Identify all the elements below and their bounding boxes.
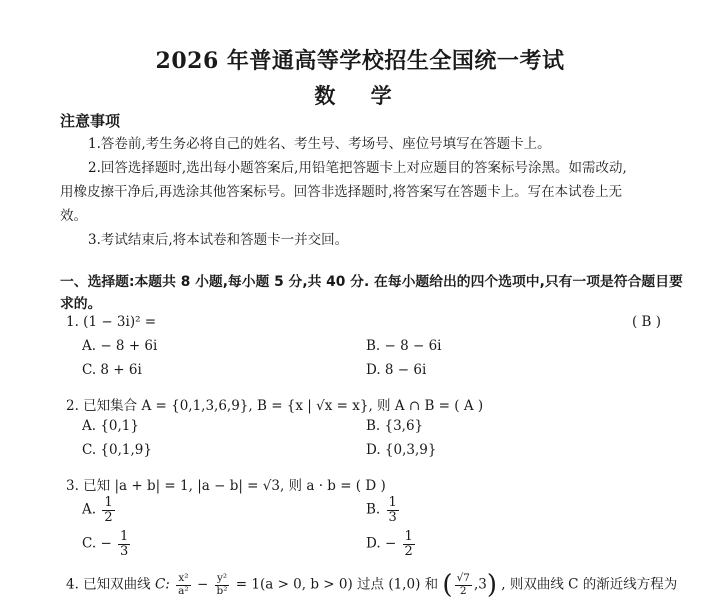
subject-title: 数 学 [314, 83, 406, 108]
question-2-option-d: D. {0,3,9} [366, 442, 437, 458]
question-3-option-d: D. − $\frac{1}{2}$ [366, 529, 413, 559]
question-2-stem: 2. 已知集合 A = {0,1,3,6,9}, B = {x | √x = x}, 则 A ∩ B = ( A ) [66, 398, 484, 414]
question-1-option-c: C. 8 + 6i [82, 362, 142, 378]
section-instructions-cont: 求的。 [60, 296, 102, 312]
question-3-option-b: B. $\frac{1}{3}$ [366, 495, 397, 525]
notice-item-1: 1.答卷前,考生务必将自己的姓名、考生号、考场号、座位号填写在答题卡上。 [88, 136, 551, 152]
fraction: $\frac{1}{2}$ [104, 495, 113, 525]
notice-heading: 注意事项 [60, 112, 121, 130]
fraction: $\frac{1}{3}$ [388, 495, 397, 525]
notice-item-2-end: 效。 [60, 208, 87, 224]
notice-item-2: 2.回答选择题时,选出每小题答案后,用铅笔把答题卡上对应题目的答案标号涂黑。如需改动, [88, 160, 627, 176]
notice-item-3: 3.考试结束后,将本试卷和答题卡一并交回。 [88, 232, 349, 248]
question-1-option-b: B. − 8 − 6i [366, 338, 442, 354]
question-1-option-d: D. 8 − 6i [366, 362, 427, 378]
right-paren: ) [486, 570, 497, 600]
fraction: $\frac{1}{3}$ [120, 529, 129, 559]
notice-item-2-cont: 用橡皮擦干净后,再选涂其他答案标号。回答非选择题时,将答案写在答题卡上。写在本试卷上无 [60, 184, 623, 200]
fraction-point: $\frac{√7}{2}$ [456, 572, 470, 597]
question-3-option-c: C. − $\frac{1}{3}$ [82, 529, 129, 559]
question-1-option-a: A. − 8 + 6i [82, 338, 158, 354]
fraction-x-over-a: $\frac{\text{x²}}{\text{a²}}$ [178, 572, 189, 597]
question-1-stem: 1. (1 − 3i)² = [66, 314, 157, 330]
section-instructions: 一、选择题:本题共 8 小题,每小题 5 分,共 40 分. 在每小题给出的四个选项中,只有一项是符合题目要 [60, 274, 683, 290]
exam-title: 2026 年普通高等学校招生全国统一考试 [155, 48, 565, 74]
left-paren: ( [442, 570, 453, 600]
question-2-option-a: A. {0,1} [82, 418, 139, 434]
question-3-stem: 3. 已知 |a + b| = 1, |a − b| = √3, 则 a · b = ( D ) [66, 478, 386, 494]
fraction: $\frac{1}{2}$ [404, 529, 413, 559]
question-4-stem: 4. 已知双曲线 C: $\frac{\text{x²}}{\text{a²}}$ − $\frac{\text{y²}}{\text{b²}}$ = 1(a > 0, b > 0) 过点 (1,0) 和 ( $\frac{√7}{2}$ ,3) , 则双曲线 C 的渐近线方程为 [66, 570, 678, 600]
question-2-option-c: C. {0,1,9} [82, 442, 152, 458]
question-1-answer: ( B ) [632, 314, 662, 330]
fraction-y-over-b: $\frac{\text{y²}}{\text{b²}}$ [216, 572, 228, 597]
question-2-option-b: B. {3,6} [366, 418, 424, 434]
question-3-option-a: A. $\frac{1}{2}$ [82, 495, 113, 525]
